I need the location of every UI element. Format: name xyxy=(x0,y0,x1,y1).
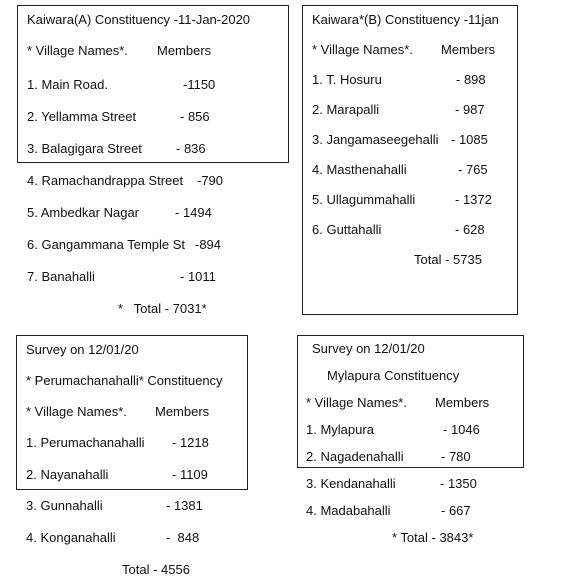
perumachanahalli-row-name: 4. Konganahalli xyxy=(26,530,116,545)
mylapura-row-value: - 1046 xyxy=(443,422,480,437)
kaiwara-b-row-value: - 898 xyxy=(456,72,486,87)
kaiwara-a-row-value: - 1494 xyxy=(175,205,212,220)
kaiwara-a-row-value: - 856 xyxy=(180,109,210,124)
perumachanahalli-row-value: - 1381 xyxy=(166,498,203,513)
perumachanahalli-total: Total - 4556 xyxy=(122,562,190,577)
perumachanahalli-row-name: 3. Gunnahalli xyxy=(26,498,103,513)
mylapura-header-members: Members xyxy=(435,395,490,410)
perumachanahalli-title: * Perumachanahalli* Constituency xyxy=(26,373,223,388)
kaiwara-b-total: Total - 5735 xyxy=(414,252,482,267)
kaiwara-b-row-name: 4. Masthenahalli xyxy=(312,162,407,177)
kaiwara-b-row-name: 6. Guttahalli xyxy=(312,222,382,237)
mylapura-title: Mylapura Constituency xyxy=(327,368,460,383)
mylapura-row-name: 1. Mylapura xyxy=(306,422,374,437)
kaiwara-b-header-members: Members xyxy=(441,42,496,57)
perumachanahalli-row-value: - 848 xyxy=(166,530,200,545)
perumachanahalli-row-name: 2. Nayanahalli xyxy=(26,467,109,482)
kaiwara-a-row-value: -894 xyxy=(195,237,222,252)
kaiwara-b-row-name: 5. Ullagummahalli xyxy=(312,192,416,207)
kaiwara-b-header: * Village Names*. xyxy=(312,42,413,57)
kaiwara-b-row-value: - 1372 xyxy=(455,192,492,207)
mylapura-survey: Survey on 12/01/20 xyxy=(312,341,425,356)
kaiwara-b-row-value: - 987 xyxy=(455,102,485,117)
kaiwara-a-row-value: -1150 xyxy=(183,77,216,92)
kaiwara-a-row-value: - 1011 xyxy=(180,269,216,284)
kaiwara-b-row-name: 2. Marapalli xyxy=(312,102,380,117)
perumachanahalli-row-value: - 1109 xyxy=(172,467,208,482)
mylapura-row-value: - 1350 xyxy=(440,476,477,491)
kaiwara-a-row-name: 6. Gangammana Temple St xyxy=(27,237,186,252)
perumachanahalli-header: * Village Names*. xyxy=(26,404,127,419)
kaiwara-a-row-name: 3. Balagigara Street xyxy=(27,141,142,156)
mylapura-row-name: 4. Madabahalli xyxy=(306,503,391,518)
kaiwara-b-row-value: - 765 xyxy=(458,162,488,177)
kaiwara-b-row-name: 3. Jangamaseegehalli xyxy=(312,132,439,147)
mylapura-row-value: - 667 xyxy=(441,503,471,518)
mylapura-header: * Village Names*. xyxy=(306,395,407,410)
kaiwara-a-header-members: Members xyxy=(157,43,212,58)
perumachanahalli-row-name: 1. Perumachanahalli xyxy=(26,435,145,450)
kaiwara-a-row-name: 1. Main Road. xyxy=(27,77,108,92)
kaiwara-a-title: Kaiwara(A) Constituency -11-Jan-2020 xyxy=(27,12,251,27)
kaiwara-b-row-value: - 1085 xyxy=(451,132,488,147)
kaiwara-a-row-value: -790 xyxy=(197,173,224,188)
perumachanahalli-header-members: Members xyxy=(155,404,210,419)
perumachanahalli-row-value: - 1218 xyxy=(172,435,209,450)
kaiwara-b-row-name: 1. T. Hosuru xyxy=(312,72,382,87)
kaiwara-a-row-name: 4. Ramachandrappa Street xyxy=(27,173,184,188)
mylapura-row-name: 2. Nagadenahalli xyxy=(306,449,404,464)
kaiwara-a-row-value: - 836 xyxy=(176,141,206,156)
mylapura-row-value: - 780 xyxy=(441,449,471,464)
kaiwara-a-row-name: 5. Ambedkar Nagar xyxy=(27,205,140,220)
kaiwara-a-total: * Total - 7031* xyxy=(118,301,207,316)
perumachanahalli-survey: Survey on 12/01/20 xyxy=(26,342,139,357)
mylapura-total: * Total - 3843* xyxy=(392,530,474,545)
kaiwara-a-header: * Village Names*. xyxy=(27,43,128,58)
kaiwara-a-row-name: 7. Banahalli xyxy=(27,269,95,284)
kaiwara-a-row-name: 2. Yellamma Street xyxy=(27,109,137,124)
kaiwara-b-row-value: - 628 xyxy=(455,222,485,237)
kaiwara-b-title: Kaiwara*(B) Constituency -11jan xyxy=(312,12,499,27)
mylapura-row-name: 3. Kendanahalli xyxy=(306,476,396,491)
